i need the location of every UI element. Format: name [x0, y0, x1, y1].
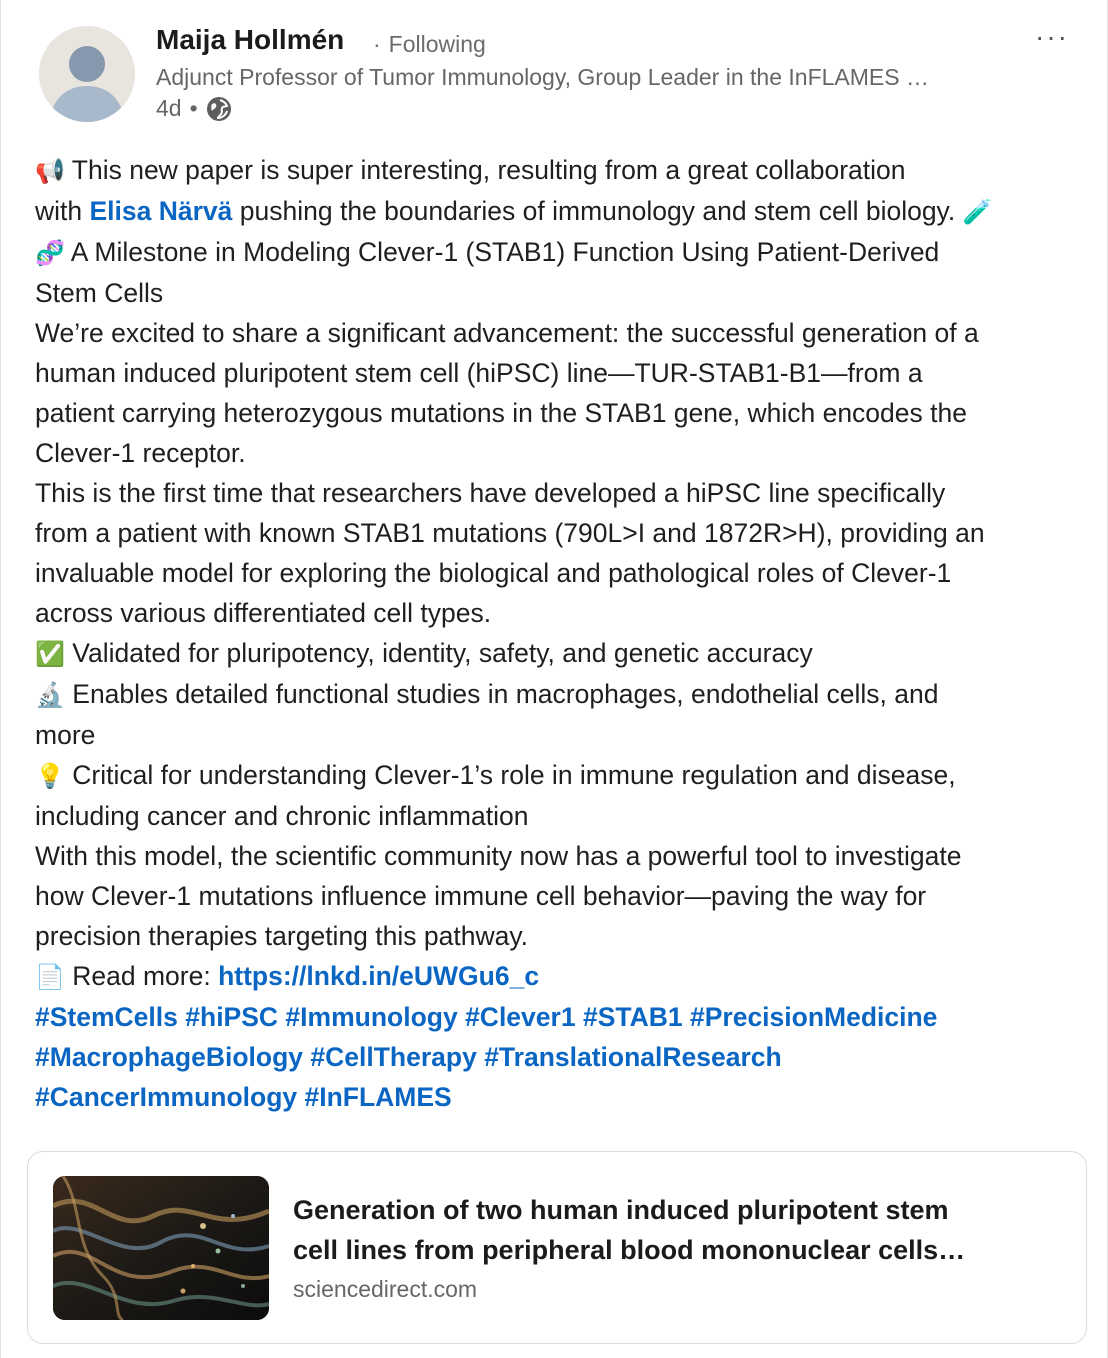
post-line: across various differentiated cell types.: [35, 598, 492, 628]
follow-status-label: Following: [388, 31, 486, 57]
hashtag-link[interactable]: #hiPSC: [185, 1002, 279, 1032]
post-line: including cancer and chronic inflammation: [35, 801, 529, 831]
follow-status: [373, 31, 486, 58]
mention-link[interactable]: Elisa Närvä: [89, 196, 233, 226]
post-line: [35, 674, 1085, 715]
post-line: from a patient with known STAB1 mutations (790L>I and 1872R>H), providing an: [35, 518, 985, 548]
micrograph-image: [53, 1176, 269, 1320]
link-preview-card[interactable]: [27, 1151, 1087, 1344]
post-line: [35, 232, 1085, 273]
post-line: Clever-1 receptor.: [35, 438, 246, 468]
post-line: [35, 633, 1085, 674]
microscope-icon: 🔬: [35, 681, 65, 709]
bullet-separator: •: [189, 95, 198, 121]
preview-title-line: Generation of two human induced pluripotent stem: [293, 1195, 949, 1225]
post-line: human induced pluripotent stem cell (hiPSC) line—TUR-STAB1-B1—from a: [35, 358, 923, 388]
text-segment: Enables detailed functional studies in macrophages, endothelial cells, and: [72, 679, 939, 709]
post-line: [35, 150, 1085, 191]
megaphone-icon: 📢: [35, 157, 65, 185]
post-time: 4d: [156, 95, 182, 121]
hashtag-link[interactable]: #Clever1: [465, 1002, 576, 1032]
post-line: [35, 191, 1085, 232]
hashtag-line: [35, 997, 1085, 1037]
hashtag-link[interactable]: #PrecisionMedicine: [689, 1002, 938, 1032]
text-segment: pushing the boundaries of immunology and stem cell biology.: [232, 196, 956, 226]
post-line: This is the first time that researchers have developed a hiPSC line specifically: [35, 478, 946, 508]
post-line: Stem Cells: [35, 278, 164, 308]
hashtag-link[interactable]: #CellTherapy: [310, 1042, 477, 1072]
text-segment: with: [35, 196, 90, 226]
post-line: [35, 755, 1085, 796]
hashtag-line: [35, 1077, 1085, 1117]
preview-source: sciencedirect.com: [293, 1276, 478, 1302]
preview-title[interactable]: [293, 1190, 1053, 1270]
test-tube-icon: 🧪: [962, 198, 993, 226]
post-line: more: [35, 720, 96, 750]
hashtag-link[interactable]: #MacrophageBiology: [35, 1042, 303, 1072]
text-segment: Validated for pluripotency, identity, safety, and genetic accuracy: [72, 638, 813, 668]
hashtag-link[interactable]: #InFLAMES: [304, 1082, 452, 1112]
post-line: invaluable model for exploring the biological and pathological roles of Clever-1: [35, 558, 952, 588]
avatar-placeholder-icon: [39, 26, 135, 122]
hashtag-line: [35, 1037, 1085, 1077]
bullet-separator: ·: [373, 31, 381, 57]
read-more-link[interactable]: https://lnkd.in/eUWGu6_c: [218, 961, 540, 991]
author-name[interactable]: Maija Hollmén: [156, 24, 345, 55]
read-more-label: Read more:: [72, 961, 219, 991]
post-line: We’re excited to share a significant advancement: the successful generation of a: [35, 318, 979, 348]
more-options-button[interactable]: ···: [1035, 21, 1069, 52]
post-meta: [156, 95, 232, 122]
page-icon: 📄: [35, 963, 65, 991]
post-line: patient carrying heterozygous mutations in the STAB1 gene, which encodes the: [35, 398, 967, 428]
hashtag-link[interactable]: #STAB1: [582, 1002, 683, 1032]
author-headline: Adjunct Professor of Tumor Immunology, Group Leader in the InFLAMES …: [156, 64, 929, 90]
globe-icon: [206, 96, 232, 122]
text-segment: This new paper is super interesting, resulting from a great collaboration: [71, 155, 906, 185]
hashtag-link[interactable]: #Immunology: [285, 1002, 458, 1032]
post-line: [35, 956, 1085, 997]
hashtag-link[interactable]: #TranslationalResearch: [484, 1042, 782, 1072]
check-icon: ✅: [35, 640, 65, 668]
post-line: how Clever-1 mutations influence immune cell behavior—paving the way for: [35, 881, 927, 911]
post-text: [35, 150, 1085, 1117]
text-segment: Critical for understanding Clever-1’s role in immune regulation and disease,: [72, 760, 956, 790]
lightbulb-icon: 💡: [35, 762, 65, 790]
hashtag-link[interactable]: #CancerImmunology: [35, 1082, 298, 1112]
hashtag-link[interactable]: #StemCells: [35, 1002, 178, 1032]
preview-thumbnail[interactable]: [53, 1176, 269, 1320]
post-line: With this model, the scientific community now has a powerful tool to investigate: [35, 841, 962, 871]
avatar[interactable]: [39, 26, 135, 122]
text-segment: A Milestone in Modeling Clever-1 (STAB1) Function Using Patient-Derived: [70, 237, 940, 267]
dna-icon: 🧬: [35, 239, 65, 267]
preview-title-line: cell lines from peripheral blood mononuclear cells…: [293, 1235, 966, 1265]
post-line: precision therapies targeting this pathway.: [35, 921, 528, 951]
